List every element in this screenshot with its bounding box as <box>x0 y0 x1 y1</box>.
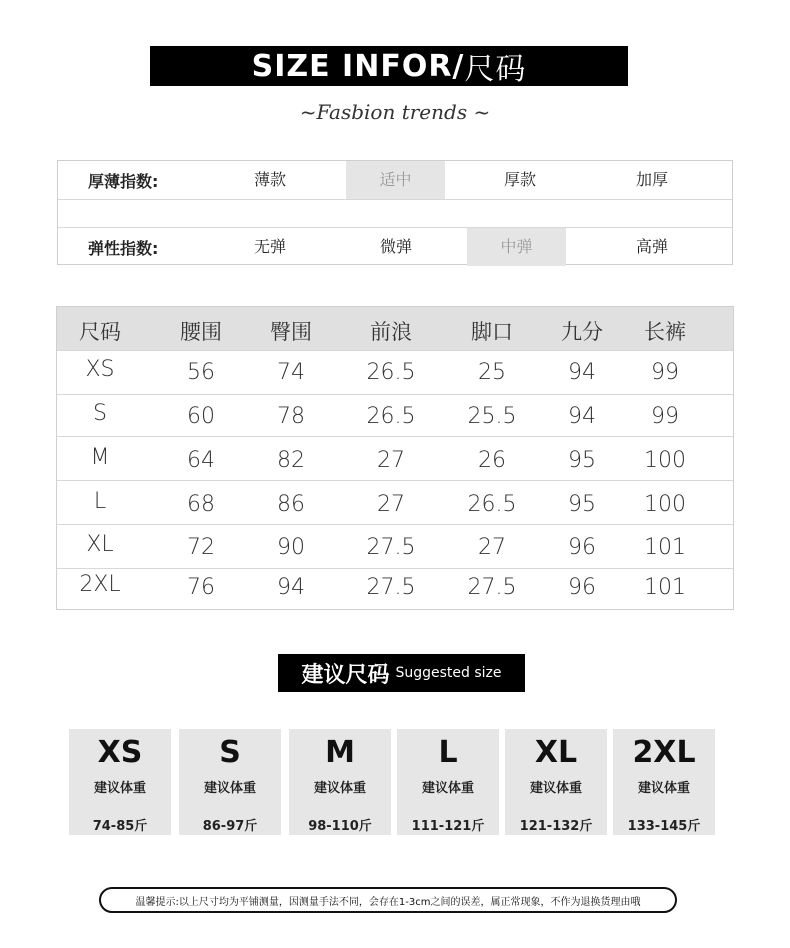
table-cell: 101 <box>644 575 686 600</box>
table-cell: 96 <box>568 535 596 560</box>
table-cell: S <box>93 401 107 426</box>
title-english: SIZE INFOR/ <box>251 48 465 84</box>
subtitle: ~Fasbion trends ~ <box>299 100 491 124</box>
table-header-cell: 腰围 <box>180 320 222 344</box>
size-card-weight: 121-132斤 <box>519 819 593 834</box>
size-card-weight: 111-121斤 <box>411 819 485 834</box>
size-table <box>56 306 734 610</box>
size-card-label: 建议体重 <box>637 781 690 796</box>
table-cell: 25.5 <box>467 404 517 429</box>
table-cell: 27 <box>377 492 405 517</box>
size-card-size: S <box>219 735 241 770</box>
table-cell: 94 <box>568 360 596 385</box>
size-card-label: 建议体重 <box>313 781 366 796</box>
table-header-cell: 九分 <box>561 320 603 344</box>
table-cell: M <box>90 445 110 470</box>
page-title <box>150 46 628 86</box>
table-cell: 26.5 <box>366 360 416 385</box>
table-cell: 27.5 <box>366 535 416 560</box>
table-cell: 82 <box>277 448 305 473</box>
thickness-row <box>58 161 732 200</box>
table-cell: XL <box>86 532 114 557</box>
table-cell: 74 <box>277 360 305 385</box>
measurement-note: 温馨提示:以上尺寸均为平铺测量，因测量手法不同，会存在1-3cm之间的误差，属正常现象，不作为退换货理由哦 <box>99 887 677 913</box>
size-card-size: L <box>438 735 458 770</box>
table-cell: 94 <box>568 404 596 429</box>
size-card <box>289 729 391 835</box>
thickness-option: 薄款 <box>253 170 286 189</box>
size-card-weight: 133-145斤 <box>627 819 701 834</box>
thickness-option: 加厚 <box>635 170 668 189</box>
elasticity-option-selected: 中弹 <box>467 228 566 266</box>
table-row-divider <box>57 524 733 525</box>
table-cell: 27 <box>377 448 405 473</box>
table-cell: 99 <box>651 360 679 385</box>
table-cell: 25 <box>478 360 506 385</box>
table-header-cell: 前浪 <box>370 320 412 344</box>
size-card <box>505 729 607 835</box>
title-chinese: 尺码 <box>464 52 527 87</box>
table-cell: 26.5 <box>467 492 517 517</box>
suggested-size-banner <box>278 654 525 692</box>
table-cell: 68 <box>187 492 215 517</box>
table-header-cell: 尺码 <box>79 320 121 344</box>
table-cell: 100 <box>644 448 686 473</box>
size-card-weight: 98-110斤 <box>308 819 372 834</box>
size-card-weight: 86-97斤 <box>202 819 258 834</box>
size-card-size: 2XL <box>632 735 696 770</box>
table-row-divider <box>57 568 733 569</box>
table-cell: 76 <box>187 575 215 600</box>
size-card-size: M <box>325 735 355 770</box>
elasticity-option: 微弹 <box>379 237 412 256</box>
table-cell: 60 <box>187 404 215 429</box>
suggested-title-en: Suggested size <box>395 665 502 681</box>
table-cell: 86 <box>277 492 305 517</box>
size-card-label: 建议体重 <box>203 781 256 796</box>
table-cell: 64 <box>187 448 215 473</box>
size-card-label: 建议体重 <box>93 781 146 796</box>
table-cell: 27.5 <box>467 575 517 600</box>
elasticity-row <box>58 227 732 266</box>
elasticity-option: 无弹 <box>253 237 286 256</box>
elasticity-label: 弹性指数: <box>88 238 159 258</box>
thickness-label: 厚薄指数: <box>88 171 159 191</box>
table-cell: 72 <box>187 535 215 560</box>
table-header-cell: 脚口 <box>471 320 513 344</box>
table-cell: 101 <box>644 535 686 560</box>
table-cell: 78 <box>277 404 305 429</box>
table-cell: 95 <box>568 448 596 473</box>
size-card-weight: 74-85斤 <box>92 819 148 834</box>
size-card-label: 建议体重 <box>421 781 474 796</box>
table-header-cell: 臀围 <box>270 320 312 344</box>
table-header-cell: 长裤 <box>644 320 686 344</box>
table-cell: 99 <box>651 404 679 429</box>
table-cell: 95 <box>568 492 596 517</box>
thickness-option: 厚款 <box>503 170 536 189</box>
table-row-divider <box>57 350 733 351</box>
size-card-label: 建议体重 <box>529 781 582 796</box>
table-row-divider <box>57 436 733 437</box>
table-cell: 90 <box>277 535 305 560</box>
size-card-size: XL <box>534 735 578 770</box>
size-card <box>397 729 499 835</box>
table-cell: 27 <box>478 535 506 560</box>
table-row-divider <box>57 480 733 481</box>
table-cell: 2XL <box>79 572 121 597</box>
table-cell: 96 <box>568 575 596 600</box>
attributes-table <box>57 160 733 265</box>
table-cell: 100 <box>644 492 686 517</box>
table-cell: 56 <box>187 360 215 385</box>
table-cell: 26 <box>478 448 506 473</box>
elasticity-option: 高弹 <box>635 237 668 256</box>
table-cell: XS <box>85 357 115 382</box>
thickness-option-selected: 适中 <box>346 161 445 199</box>
size-card-size: XS <box>97 735 143 770</box>
table-cell: 27.5 <box>366 575 416 600</box>
table-row-divider <box>57 394 733 395</box>
table-cell: L <box>93 489 107 514</box>
table-cell: 94 <box>277 575 305 600</box>
size-card <box>179 729 281 835</box>
size-card <box>613 729 715 835</box>
size-card <box>69 729 171 835</box>
table-cell: 26.5 <box>366 404 416 429</box>
suggested-title-cn: 建议尺码 <box>301 662 390 688</box>
